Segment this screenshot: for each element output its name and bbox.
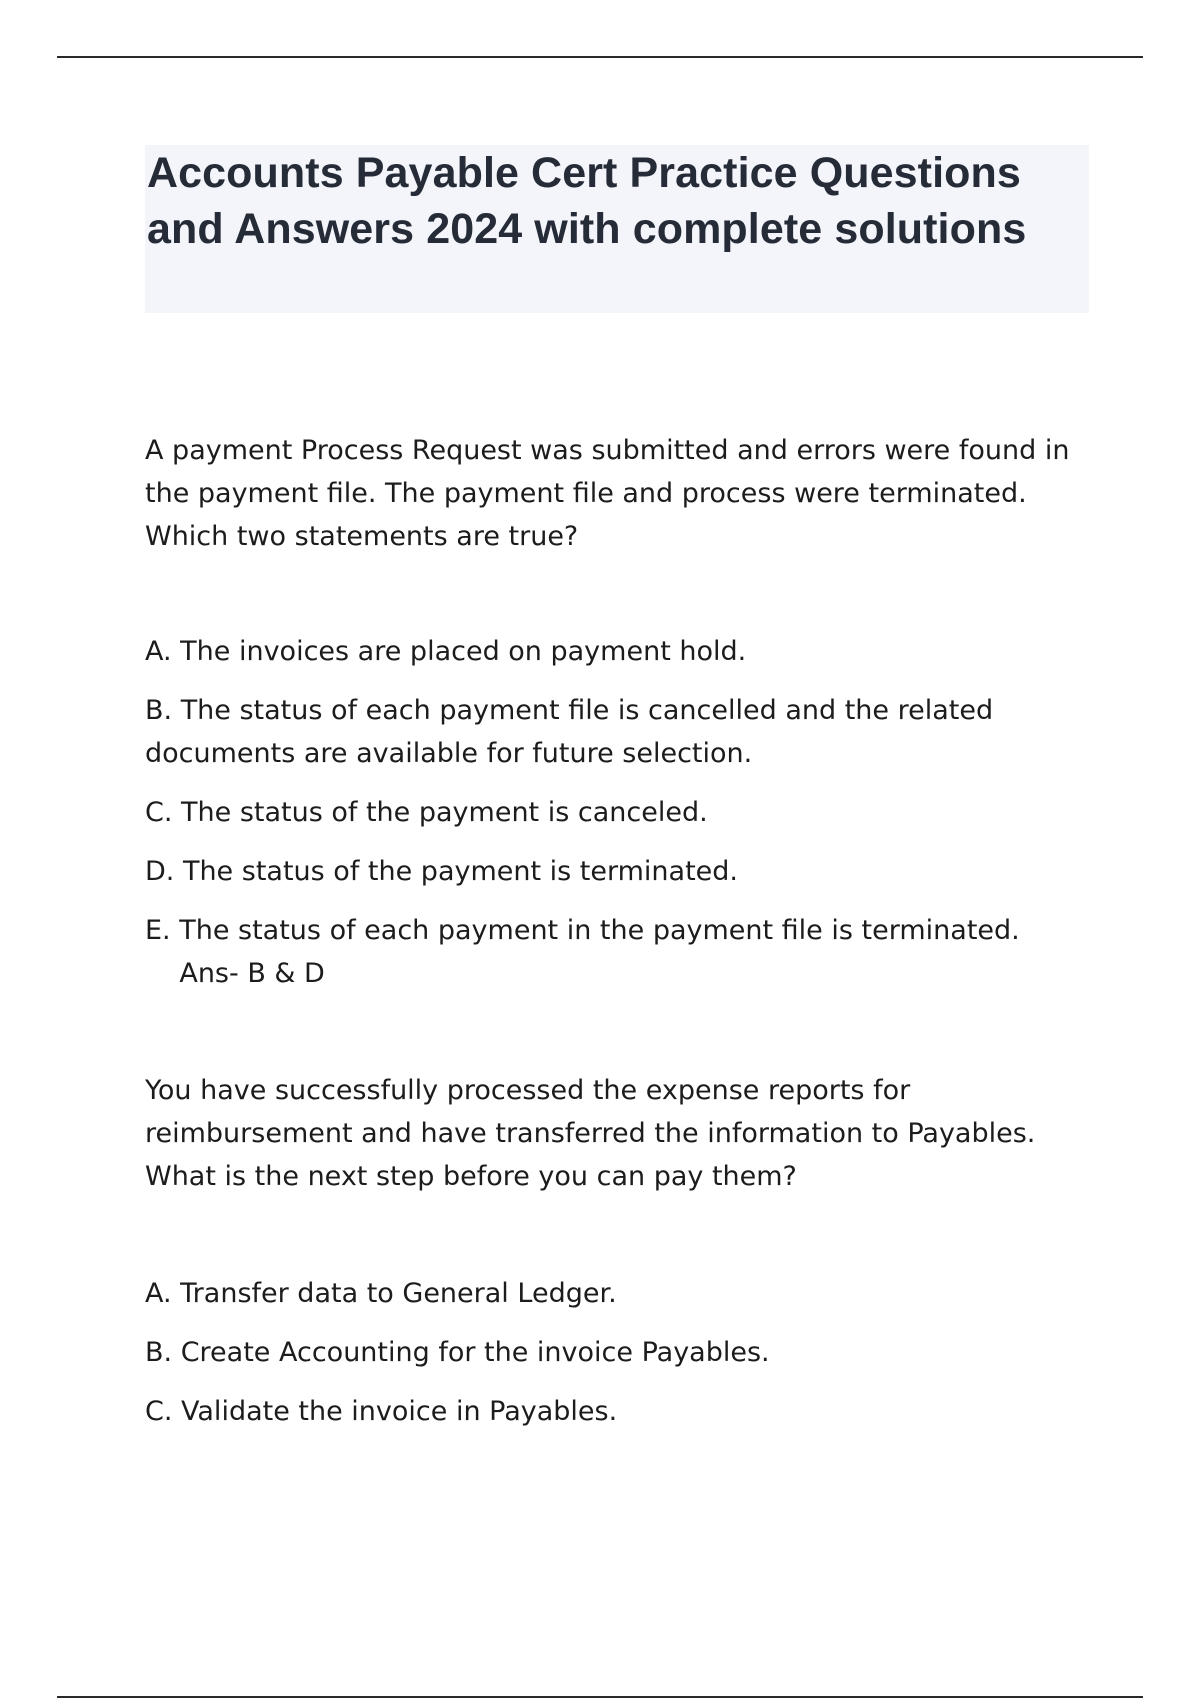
bottom-divider bbox=[57, 1696, 1143, 1698]
question-text: A payment Process Request was submitted and errors were found in the payment file. The payment file and process were terminated. Which two statements are true? bbox=[145, 435, 1070, 552]
answer-options bbox=[145, 630, 1095, 995]
option-a: A. Transfer data to General Ledger. bbox=[145, 1278, 617, 1309]
top-divider bbox=[57, 56, 1143, 58]
correct-answer: Ans- B & D bbox=[179, 958, 325, 989]
question-block-1 bbox=[145, 429, 1095, 1011]
option-e bbox=[145, 909, 1095, 995]
option-d: D. The status of the payment is terminated. bbox=[145, 856, 739, 887]
title-block bbox=[145, 145, 1089, 313]
answer-options bbox=[145, 1272, 1095, 1433]
question-text: You have successfully processed the expense reports for reimbursement and have transferred the information to Payables. What is the next step before you can pay them? bbox=[145, 1075, 1036, 1192]
option-e-text: E. The status of each payment in the payment file is terminated. bbox=[145, 915, 1020, 946]
option-c: C. Validate the invoice in Payables. bbox=[145, 1396, 618, 1427]
question-block-2 bbox=[145, 1069, 1095, 1449]
option-a: A. The invoices are placed on payment hold. bbox=[145, 636, 747, 667]
document-title: Accounts Payable Cert Practice Questions and Answers 2024 with complete solutions bbox=[147, 149, 1027, 253]
option-c: C. The status of the payment is canceled. bbox=[145, 797, 708, 828]
option-b: B. Create Accounting for the invoice Payables. bbox=[145, 1337, 770, 1368]
option-b: B. The status of each payment file is cancelled and the related documents are available for future selection. bbox=[145, 695, 994, 769]
